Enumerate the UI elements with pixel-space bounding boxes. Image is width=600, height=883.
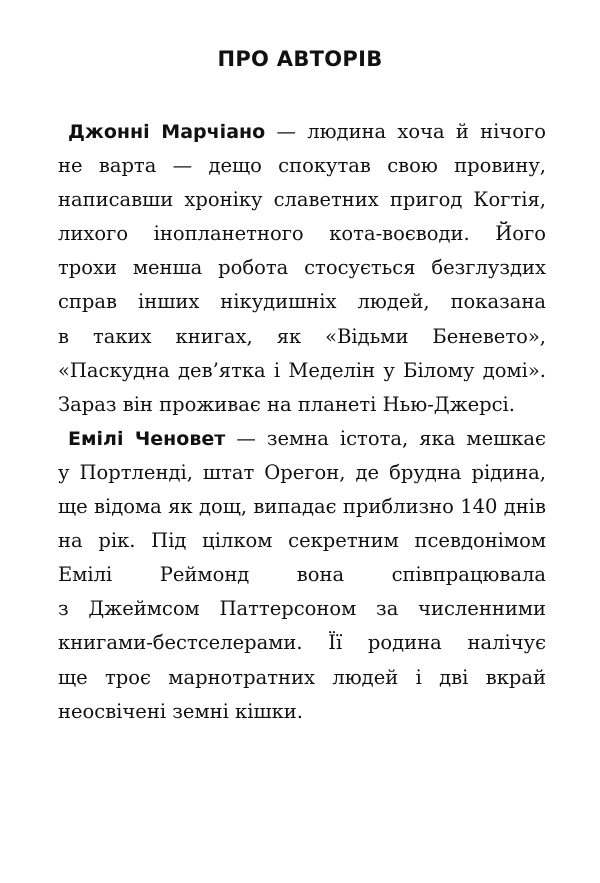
text-line: з Джеймсом Паттерсоном за численними bbox=[58, 597, 546, 621]
text-line: лихого інопланетного кота-воєводи. Його bbox=[58, 222, 546, 246]
text-line: Емілі Реймонд вона співпрацювала bbox=[58, 563, 546, 587]
text-line: у Портленді, штат Орегон, де брудна рідина, bbox=[58, 460, 546, 484]
text-line: трохи менша робота стосується безглуздих bbox=[58, 256, 546, 280]
text-line: Емілі Ченовет — земна істота, яка мешкає bbox=[68, 426, 546, 450]
text-line: «Паскудна дев’ятка і Меделін у Білому домі». bbox=[58, 358, 546, 382]
text-line: неосвічені земні кішки. bbox=[58, 699, 303, 723]
text-line: ще відома як дощ, випадає приблизно 140 днів bbox=[58, 495, 546, 519]
text-line: книгами-бестселерами. Її родина налічує bbox=[58, 631, 546, 655]
text-line: в таких книгах, як «Відьми Беневето», bbox=[58, 324, 546, 348]
text-line: Джонні Марчіано — людина хоча й нічого bbox=[68, 120, 546, 143]
page-title: ПРО АВТОРІВ bbox=[217, 47, 383, 71]
authors-text bbox=[58, 115, 546, 729]
author-name: Джонні Марчіано bbox=[68, 121, 266, 143]
text-line: справ інших нікудишніх людей, показана bbox=[58, 290, 546, 314]
text-line: написавши хроніку славетних пригод Когтія, bbox=[58, 188, 546, 212]
author-name: Емілі Ченовет bbox=[68, 427, 226, 450]
author-paragraph-chenoweth bbox=[58, 422, 546, 729]
author-paragraph-marchiano bbox=[58, 115, 546, 422]
text-line: ще троє марнотратних людей і дві вкрай bbox=[58, 665, 546, 689]
text-line: не варта — дещо спокутав свою провину, bbox=[58, 154, 546, 178]
text-line: Зараз він проживає на планеті Нью-Джерсі. bbox=[58, 392, 515, 416]
text-line: на рік. Під цілком секретним псевдонімом bbox=[58, 529, 546, 553]
